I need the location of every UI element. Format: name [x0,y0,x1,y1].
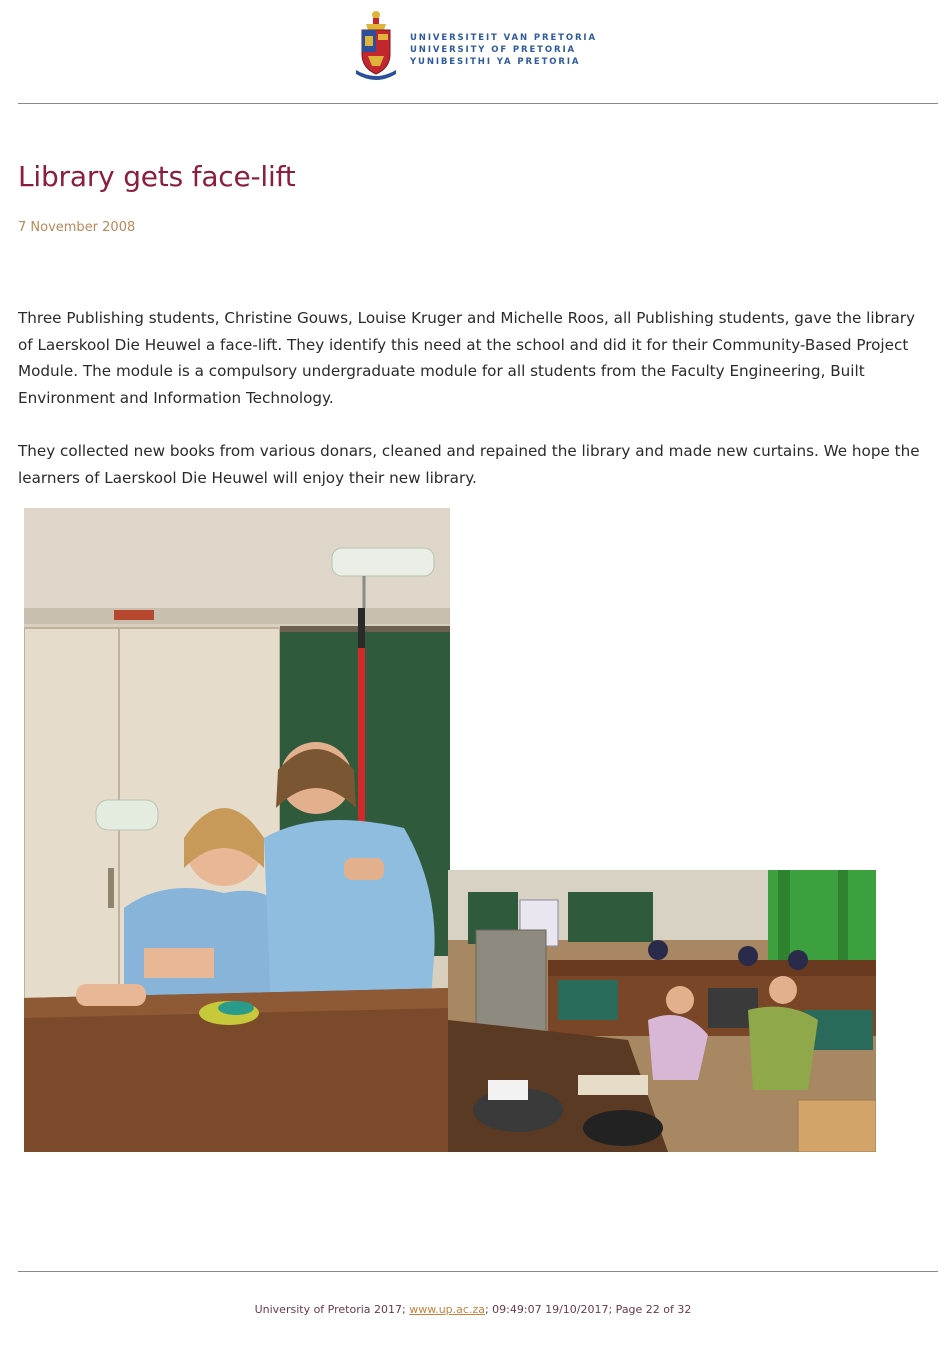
university-logo [352,8,612,80]
university-name-afrikaans: UNIVERSITEIT VAN PRETORIA [410,33,597,43]
article-body [18,305,934,518]
footer-divider [18,1271,938,1272]
photo-library-interior [448,870,876,1152]
article-paragraph: Three Publishing students, Christine Gouws, Louise Kruger and Michelle Roos, all Publishing students, gave the library of Laerskool Die Heuwel a face-lift. They identify this need at the school and did it for their Community-Based Project Module. The module is a compulsory undergraduate module for all students from the Faculty Engineering, Built Environment and Information Technology. [18,309,916,407]
footer-suffix: ; 09:49:07 19/10/2017; Page 22 of 32 [484,1303,692,1316]
university-name-english: UNIVERSITY OF PRETORIA [410,45,576,55]
article-paragraph: They collected new books from various donars, cleaned and repained the library and made new curtains. We hope the learners of Laerskool Die Heuwel will enjoy their new library. [18,442,920,487]
article-photos [24,508,876,1152]
crest-icon [352,8,400,80]
footer-website-link[interactable]: www.up.ac.za [409,1303,485,1316]
page-footer [0,1303,946,1316]
header-divider [18,103,938,104]
photo-students-with-rollers [24,508,450,1152]
footer-prefix: University of Pretoria 2017; [254,1303,410,1316]
article-date: 7 November 2008 [18,220,136,235]
article-title: Library gets face-lift [18,160,296,193]
university-names [410,32,597,68]
university-name-sepedi: YUNIBESITHI YA PRETORIA [410,57,581,67]
